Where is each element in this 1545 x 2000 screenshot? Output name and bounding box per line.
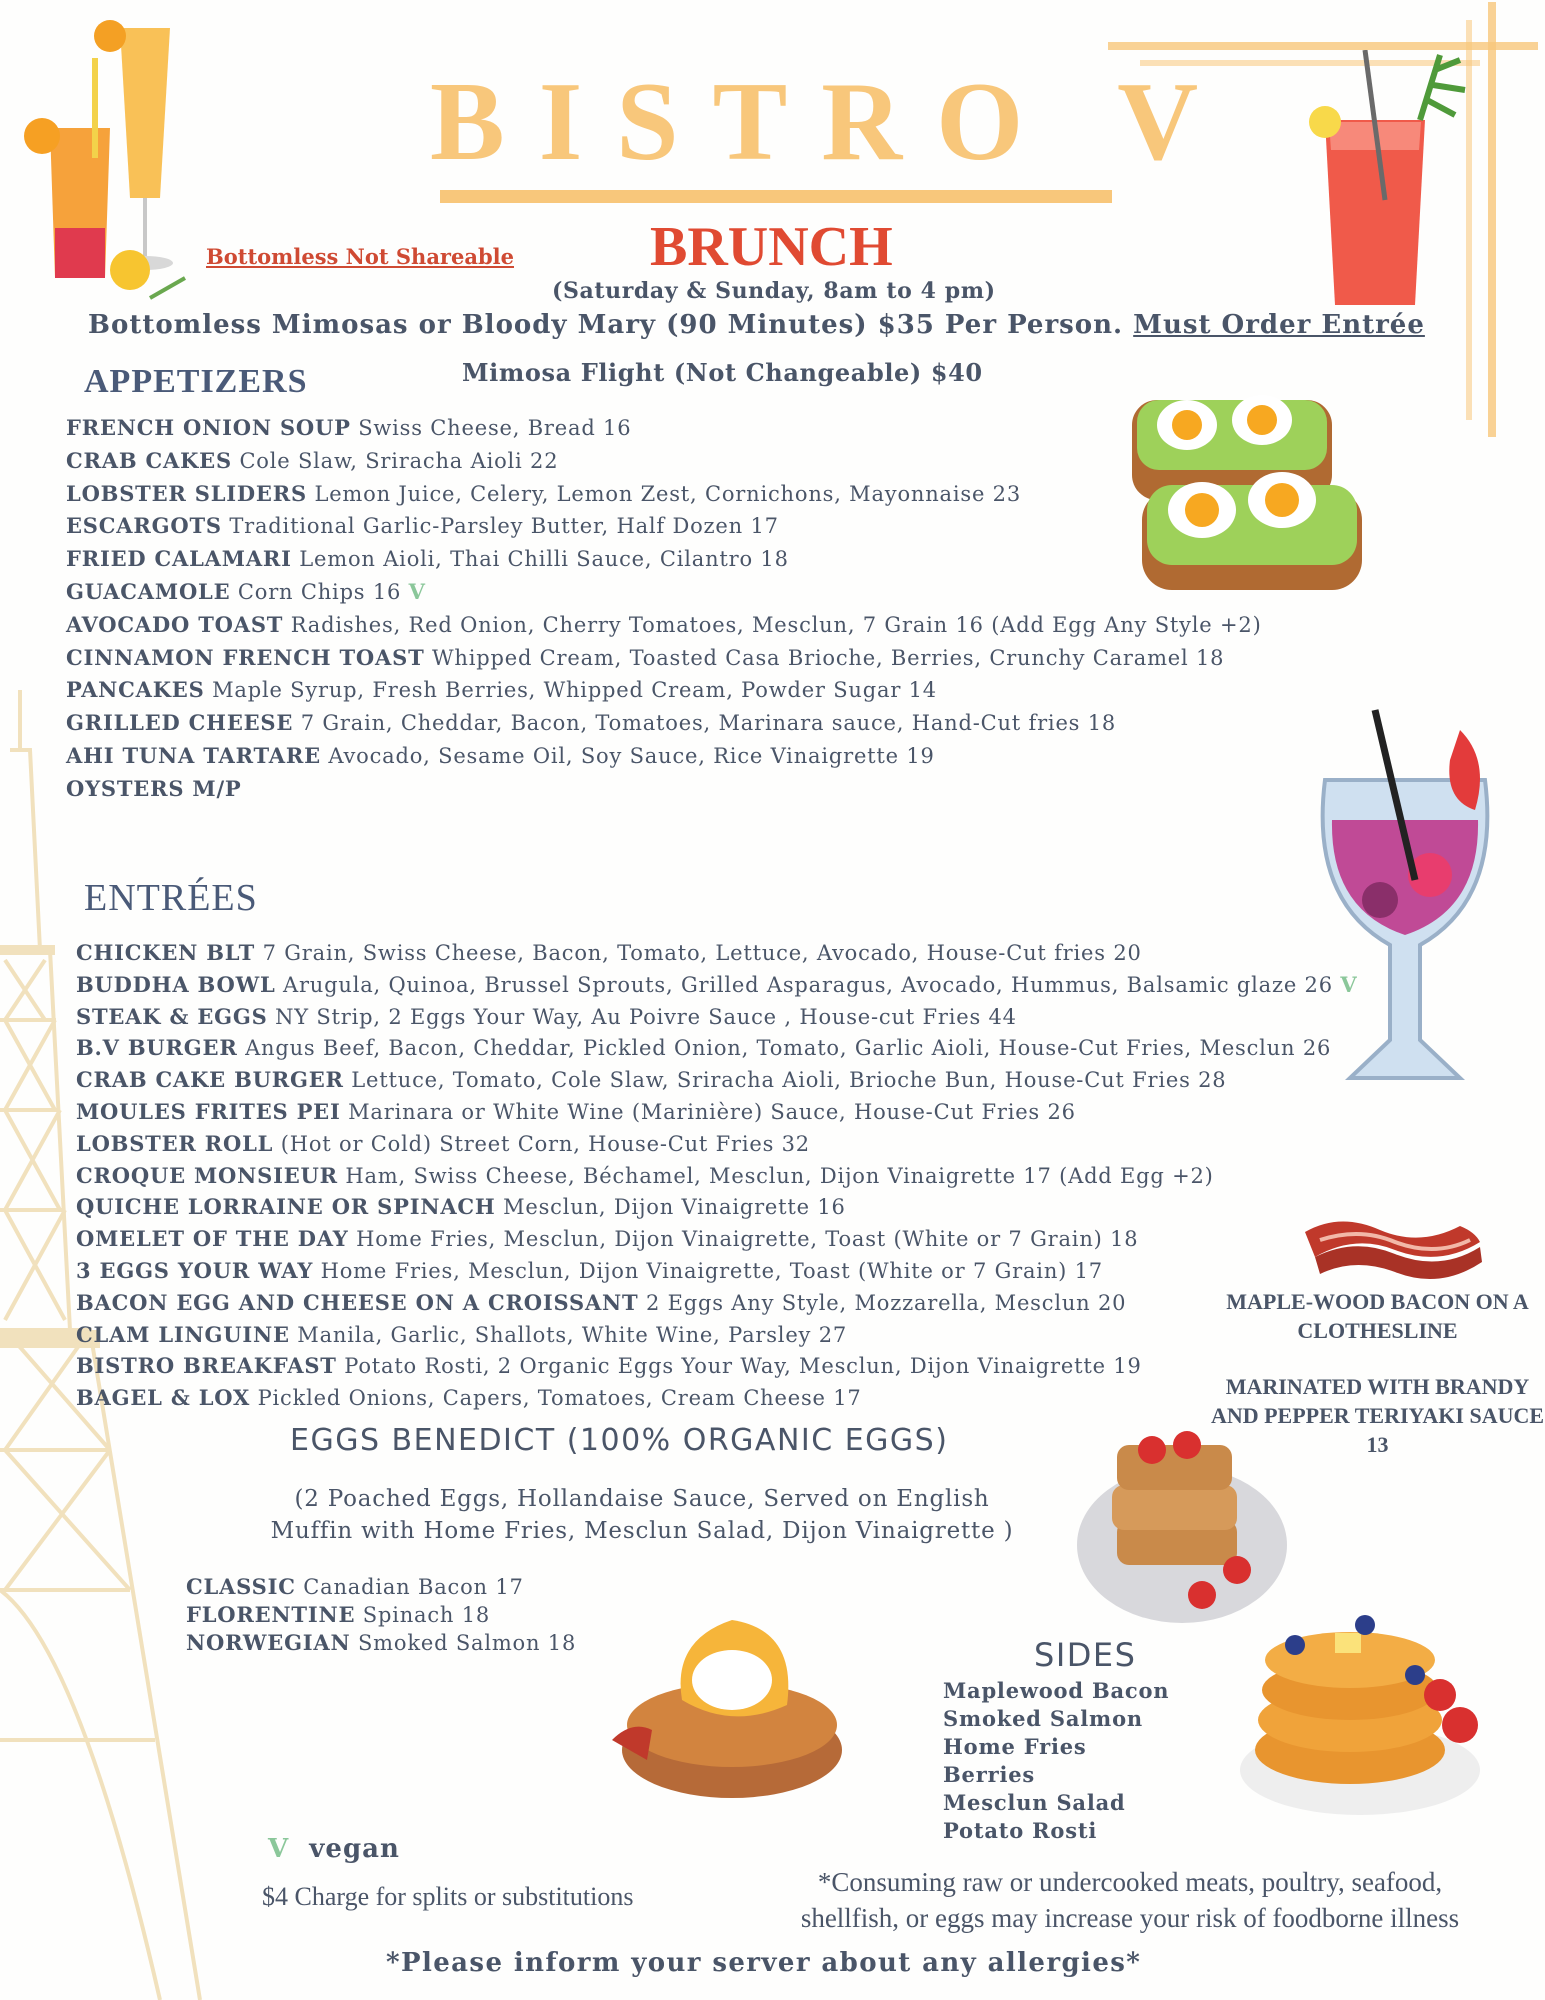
bacon-special-title [1200,1287,1545,1345]
menu-item-name: AHI TUNA TARTARE [66,743,321,768]
menu-item-desc: Cole Slaw, Sriracha Aioli 22 [239,448,559,473]
allergy-notice: *Please inform your server about any allergies* [386,1948,1142,1978]
side-item: Potato Rosti [943,1818,1098,1843]
menu-item-name: ESCARGOTS [66,513,222,539]
menu-item [76,1322,847,1347]
vegan-label: vegan [309,1834,400,1864]
menu-item-name: BACON EGG AND CHEESE ON A CROISSANT [76,1289,639,1315]
menu-item-desc: Radishes, Red Onion, Cherry Tomatoes, Mesclun, 7 Grain 16 (Add Egg Any Style +2) [290,612,1262,637]
menu-item [66,776,242,801]
menu-item-desc: Arugula, Quinoa, Brussel Sprouts, Grilled Asparagus, Avocado, Hummus, Balsamic glaze 26 [283,972,1333,997]
must-order-entree-note: Must Order Entrée [1133,310,1425,340]
menu-item-desc: Maple Syrup, Fresh Berries, Whipped Cream, Powder Sugar 14 [212,678,937,703]
berry-cocktail-icon [1310,700,1500,1100]
bottomless-not-shareable-note: Bottomless Not Shareable [206,244,514,269]
menu-item-desc: Angus Beef, Bacon, Cheddar, Pickled Onion, Tomato, Garlic Aioli, House-Cut Fries, Mesclun 26 [245,1036,1332,1061]
menu-item-desc: NY Strip, 2 Eggs Your Way, Au Poivre Sauce , House-cut Fries 44 [275,1004,1017,1029]
menu-item-desc: Pickled Onions, Capers, Tomatoes, Cream Cheese 17 [257,1386,862,1411]
menu-item [76,1353,1142,1378]
bacon-line: AND PEPPER TERIYAKI SAUCE [1210,1403,1545,1428]
menu-item-desc: 7 Grain, Swiss Cheese, Bacon, Tomato, Lettuce, Avocado, House-Cut fries 20 [262,941,1142,965]
menu-item-name: MOULES FRITES PEI [76,1099,341,1124]
bacon-special-desc [1200,1372,1545,1459]
menu-item-name: CROQUE MONSIEUR [76,1162,338,1188]
bacon-price: 13 [1366,1432,1389,1457]
bacon-line: MARINATED WITH BRANDY [1225,1374,1530,1399]
menu-item-name: CRAB CAKES [66,447,232,473]
warning-line: shellfish, or eggs may increase your risk of foodborne illness [800,1903,1460,1933]
menu-item-desc: (Hot or Cold) Street Corn, House-Cut Fries 32 [280,1131,810,1156]
menu-item-name: CINNAMON FRENCH TOAST [66,644,425,670]
side-item: Smoked Salmon [943,1706,1143,1731]
menu-item-name: OYSTERS M/P [66,775,242,801]
menu-item [66,612,1262,637]
vegan-legend [268,1834,400,1864]
menu-item-desc: Home Fries, Mesclun, Dijon Vinaigrette, Toast (White or 7 Grain) 17 [320,1259,1103,1283]
food-safety-warning [740,1864,1520,1936]
menu-item [66,448,558,473]
menu-item-desc: Whipped Cream, Toasted Casa Brioche, Berries, Crunchy Caramel 18 [432,645,1225,670]
sides-heading: SIDES [1034,1636,1137,1674]
menu-item [66,415,631,440]
menu-item-desc: 7 Grain, Cheddar, Bacon, Tomatoes, Marinara sauce, Hand-Cut fries 18 [300,711,1117,736]
title-underline [440,190,1112,203]
cocktail-glasses-icon [10,8,200,308]
menu-item-desc: Lettuce, Tomato, Cole Slaw, Sriracha Aioli, Brioche Bun, House-Cut Fries 28 [351,1068,1227,1093]
menu-item [66,645,1224,670]
bacon-line: MAPLE-WOOD BACON ON A [1226,1289,1529,1314]
bene-desc-line: Muffin with Home Fries, Mesclun Salad, Dijon Vinaigrette ) [270,1518,1014,1544]
brunch-heading: BRUNCH [650,216,893,278]
menu-item [66,481,1021,506]
bottomless-offer [88,310,1425,340]
eggs-benedict-description [262,1483,1022,1547]
menu-item [76,1258,1103,1283]
benedict-item-name: CLASSIC [186,1574,296,1599]
eggs-benedict-heading: EGGS BENEDICT (100% ORGANIC EGGS) [290,1423,949,1458]
eggs-benedict-icon [612,1600,852,1800]
bottomless-offer-text: Bottomless Mimosas or Bloody Mary (90 Minutes) $35 Per Person. [88,310,1124,340]
menu-item-name: BAGEL & LOX [76,1385,251,1411]
benedict-item-name: NORWEGIAN [186,1630,351,1655]
menu-item-name: CLAM LINGUINE [76,1321,290,1347]
benedict-item [186,1630,576,1655]
side-item: Maplewood Bacon [943,1678,1170,1703]
menu-item-desc: Home Fries, Mesclun, Dijon Vinaigrette, Toast (White or 7 Grain) 18 [356,1227,1139,1252]
vegan-mark: V [1340,971,1358,997]
menu-item-name: LOBSTER ROLL [76,1130,274,1156]
menu-item [76,940,1142,965]
menu-item-desc: Traditional Garlic-Parsley Butter, Half Dozen 17 [229,514,779,539]
menu-item-name: BISTRO BREAKFAST [76,1353,337,1379]
menu-item [76,1004,1017,1029]
menu-item-name: 3 EGGS YOUR WAY [76,1258,314,1283]
menu-item [76,1163,1214,1188]
menu-item [66,677,937,702]
menu-item-name: GUACAMOLE [66,579,231,604]
frame-line [1108,42,1538,50]
vegan-mark: V [408,579,426,604]
menu-item-desc: 2 Eggs Any Style, Mozzarella, Mesclun 20 [645,1290,1127,1315]
menu-item-name: STEAK & EGGS [76,1003,268,1029]
menu-item-name: LOBSTER SLIDERS [66,480,307,506]
menu-item-name: CRAB CAKE BURGER [76,1067,344,1093]
menu-item [76,1226,1138,1251]
bacon-icon [1300,1212,1490,1292]
menu-item-name: OMELET OF THE DAY [76,1226,349,1252]
bene-desc-line: (2 Poached Eggs, Hollandaise Sauce, Served on English [294,1486,990,1512]
menu-item-name: BUDDHA BOWL [76,971,276,997]
menu-item [66,579,426,604]
frame-line [1488,2,1496,437]
menu-item-desc: Mesclun, Dijon Vinaigrette 16 [503,1195,846,1220]
menu-item [76,972,1357,997]
appetizers-heading: APPETIZERS [84,363,308,400]
avocado-toast-icon [1122,380,1372,600]
bacon-line: CLOTHESLINE [1297,1318,1458,1343]
menu-item [66,513,779,538]
menu-item-desc: Lemon Juice, Celery, Lemon Zest, Cornichons, Mayonnaise 23 [314,481,1021,506]
menu-item-desc: Manila, Garlic, Shallots, White Wine, Parsley 27 [297,1322,848,1347]
menu-item-name: CHICKEN BLT [76,940,256,965]
side-item: Berries [943,1762,1035,1787]
vegan-mark: V [268,1834,290,1864]
warning-line: *Consuming raw or undercooked meats, poultry, seafood, [817,1867,1443,1897]
menu-item-name: PANCAKES [66,677,205,703]
bloody-mary-icon [1295,50,1475,320]
menu-item-desc: Avocado, Sesame Oil, Soy Sauce, Rice Vinaigrette 19 [328,744,935,768]
menu-item-name: QUICHE LORRAINE OR SPINACH [76,1194,496,1220]
menu-item-name: GRILLED CHEESE [66,710,294,736]
menu-item-name: B.V BURGER [76,1035,238,1061]
benedict-item-desc: Smoked Salmon 18 [358,1631,577,1655]
benedict-item-name: FLORENTINE [186,1602,356,1627]
menu-item-desc: Lemon Aioli, Thai Chilli Sauce, Cilantro 18 [299,547,789,572]
pancakes-icon [1235,1605,1490,1820]
benedict-item [186,1602,490,1627]
menu-item-desc: Potato Rosti, 2 Organic Eggs Your Way, Mesclun, Dijon Vinaigrette 19 [344,1354,1142,1379]
benedict-item-desc: Canadian Bacon 17 [303,1575,524,1599]
menu-item [66,710,1116,735]
menu-item [76,1385,862,1410]
menu-item-name: FRIED CALAMARI [66,546,292,572]
menu-item-desc: Corn Chips 16 [237,580,402,604]
split-charge-note: $4 Charge for splits or substitutions [262,1882,634,1911]
mimosa-flight: Mimosa Flight (Not Changeable) $40 [462,358,983,387]
menu-item [76,1194,846,1219]
menu-item-name: FRENCH ONION SOUP [66,415,351,440]
menu-item-name: AVOCADO TOAST [66,611,284,637]
menu-item-desc: Swiss Cheese, Bread 16 [358,416,632,440]
side-item: Home Fries [943,1734,1087,1759]
menu-item [76,1290,1126,1315]
menu-item [66,743,935,768]
menu-item-desc: Ham, Swiss Cheese, Béchamel, Mesclun, Dijon Vinaigrette 17 (Add Egg +2) [345,1163,1214,1188]
menu-item [76,1131,810,1156]
benedict-item-desc: Spinach 18 [362,1603,491,1627]
brunch-hours: (Saturday & Sunday, 8am to 4 pm) [552,278,996,304]
entrees-heading: ENTRÉES [84,877,258,919]
menu-item [66,546,789,571]
benedict-item [186,1574,524,1599]
side-item: Mesclun Salad [943,1790,1126,1815]
restaurant-title: BISTRO V [430,60,1233,184]
menu-item [76,1067,1226,1092]
menu-item-desc: Marinara or White Wine (Marinière) Sauce, House-Cut Fries 26 [348,1100,1076,1124]
menu-item [76,1035,1331,1060]
menu-item [76,1099,1076,1124]
